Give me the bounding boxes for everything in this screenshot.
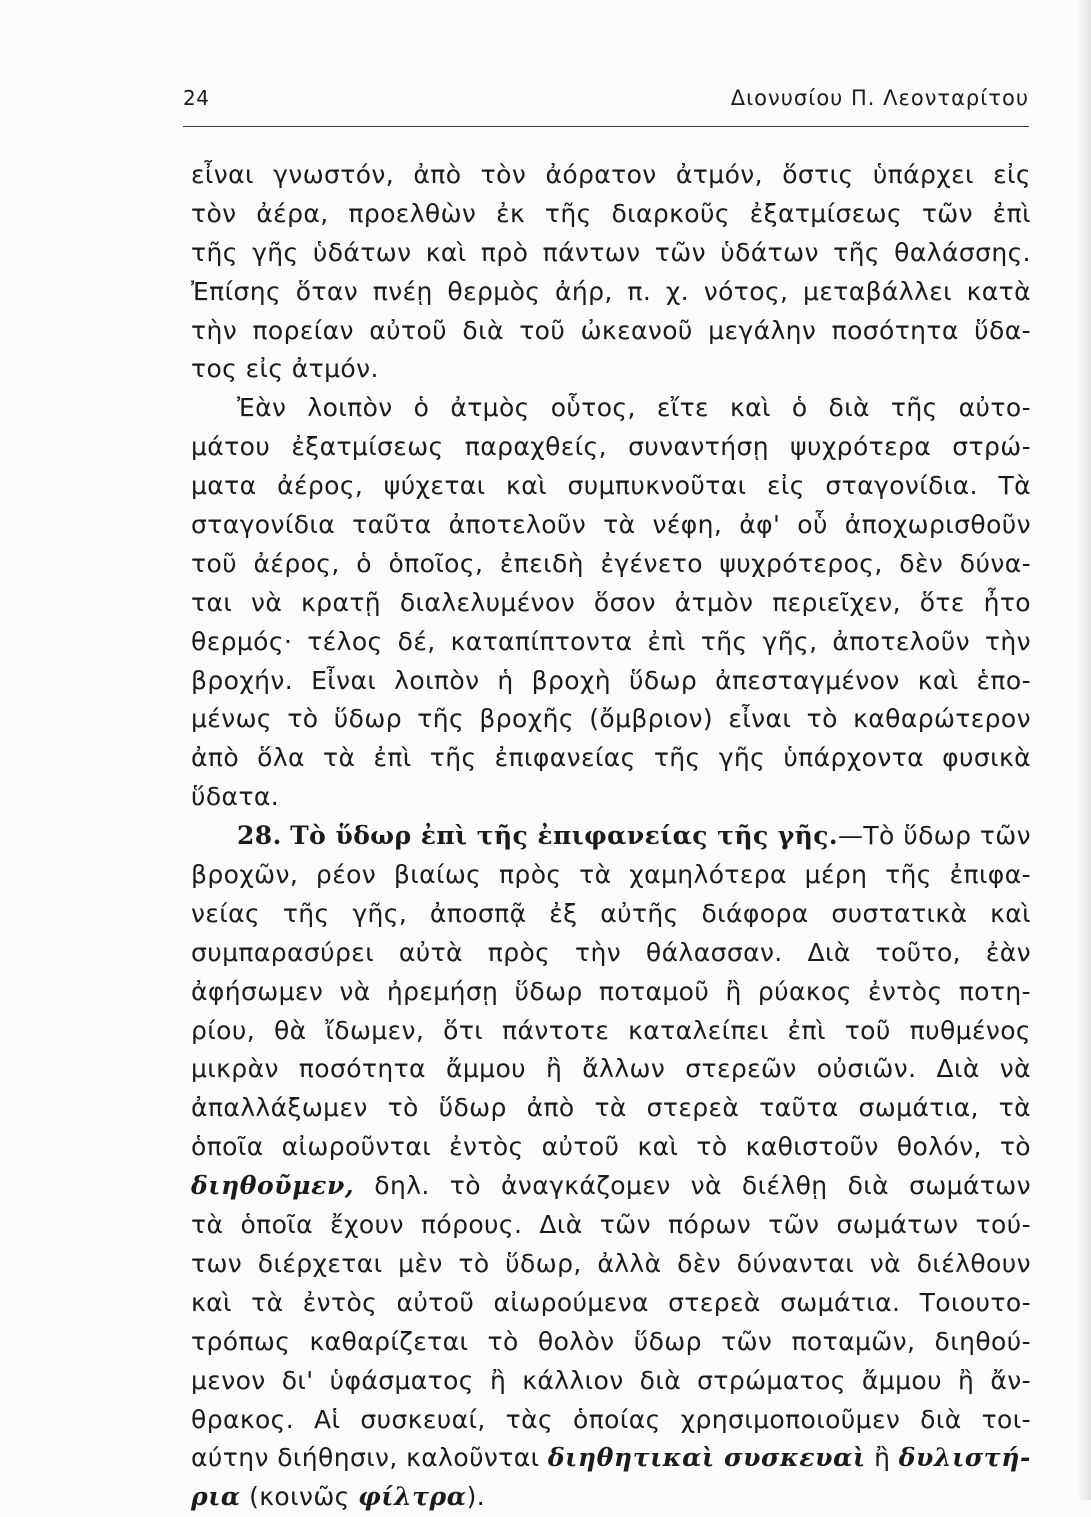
- section-first-line-text: —Τὸ ὕδωρ τῶν: [837, 821, 1031, 851]
- text-line-devices: [191, 1439, 1031, 1478]
- body-text: [191, 156, 1031, 1517]
- text-line: μάτου ἐξατμίσεως παραχθείς, συναντήσῃ ψυχρότερα στρώ-: [191, 432, 1031, 462]
- running-head: Διονυσίου Π. Λεονταρίτου: [730, 86, 1029, 110]
- line-text: ).: [466, 1482, 486, 1512]
- text-line: ἀπαλλάξωμεν τὸ ὕδωρ ἀπὸ τὰ στερεὰ ταῦτα σωμάτια, τὰ: [191, 1093, 1031, 1123]
- text-line: συμπαρασύρει αὐτὰ πρὸς τὴν θάλασσαν. Διὰ τοῦτο, ἐὰν: [191, 937, 1031, 967]
- term-filtering-devices: διηθητικαὶ συσκευαὶ: [547, 1443, 866, 1473]
- term-strainers: δυλιστή-: [898, 1443, 1031, 1473]
- text-line: νείας τῆς γῆς, ἀποσπᾷ ἐξ αὐτῆς διάφορα συστατικὰ καὶ: [191, 898, 1031, 928]
- text-line: τοῦ ἀέρος, ὁ ὁποῖος, ἐπειδὴ ἐγένετο ψυχρότερος, δὲν δύνα-: [191, 548, 1031, 578]
- page-number: 24: [183, 86, 210, 110]
- text-line-last: [191, 1478, 1031, 1517]
- text-line: ὁποῖα αἰωροῦνται ἐντὸς αὐτοῦ καὶ τὸ καθιστοῦν θολόν, τὸ: [191, 1132, 1031, 1162]
- text-line: των διέρχεται μὲν τὸ ὕδωρ, ἀλλὰ δὲν δύνανται νὰ διέλθουν: [191, 1248, 1031, 1278]
- text-line-diithoumen: [191, 1167, 1031, 1206]
- text-line: ὕδατα.: [191, 782, 280, 812]
- text-line: τος εἰς ἀτμόν.: [191, 354, 379, 384]
- section-heading-line: [191, 817, 1031, 856]
- section-number: 28.: [237, 821, 282, 851]
- text-line: τὰ ὁποῖα ἔχουν πόρους. Διὰ τῶν πόρων τῶν σωμάτων τού-: [191, 1210, 1031, 1240]
- header-rule: [183, 126, 1029, 127]
- text-line: βροχῶν, ρέον βιαίως πρὸς τὰ χαμηλότερα μέρη τῆς ἐπιφα-: [191, 860, 1031, 890]
- text-line: ται νὰ κρατῇ διαλελυμένον ὅσον ἀτμὸν περιεῖχεν, ὅτε ἦτο: [191, 587, 1031, 617]
- text-line: μικρὰν ποσότητα ἄμμου ἢ ἄλλων στερεῶν οὐσιῶν. Διὰ νὰ: [191, 1054, 1031, 1084]
- section-title: Τὸ ὕδωρ ἐπὶ τῆς ἐπιφανείας τῆς γῆς.: [290, 821, 838, 851]
- text-line: ρίου, θὰ ἴδωμεν, ὅτι πάντοτε καταλείπει ἐπὶ τοῦ πυθμένος: [191, 1015, 1031, 1045]
- term-strainers-end: ρια: [191, 1482, 241, 1512]
- text-line: μενον δι' ὑφάσματος ἢ κάλλιον διὰ στρώματος ἄμμου ἢ ἄν-: [191, 1365, 1031, 1395]
- line-text: ἢ: [865, 1443, 899, 1473]
- text-line: ματα ἀέρος, ψύχεται καὶ συμπυκνοῦται εἰς σταγονίδια. Τὰ: [191, 471, 1031, 501]
- page-header: [183, 86, 1029, 122]
- text-line: Ἐπίσης ὅταν πνέῃ θερμὸς ἀήρ, π. χ. νότος, μεταβάλλει κατὰ: [191, 276, 1031, 306]
- text-line: σταγονίδια ταῦτα ἀποτελοῦν τὰ νέφη, ἀφ' οὗ ἀποχωρισθοῦν: [191, 510, 1031, 540]
- text-line: ἀπὸ ὅλα τὰ ἐπὶ τῆς ἐπιφανείας τῆς γῆς ὑπάρχοντα φυσικὰ: [191, 743, 1031, 773]
- text-line: μένως τὸ ὕδωρ τῆς βροχῆς (ὄμβριον) εἶναι τὸ καθαρώτερον: [191, 704, 1031, 734]
- term-filters: φίλτρα: [358, 1482, 467, 1512]
- text-line: εἶναι γνωστόν, ἀπὸ τὸν ἀόρατον ἀτμόν, ὅστις ὑπάρχει εἰς: [191, 160, 1031, 189]
- line-text: δηλ. τὸ ἀναγκάζομεν νὰ διέλθῃ διὰ σωμάτων: [354, 1171, 1031, 1201]
- text-line: τὸν ἀέρα, προελθὼν ἐκ τῆς διαρκοῦς ἐξατμίσεως τῶν ἐπὶ: [191, 198, 1031, 228]
- text-line: θρακος. Αἱ συσκευαί, τὰς ὁποίας χρησιμοποιοῦμεν διὰ τοι-: [191, 1404, 1031, 1434]
- line-text: (κοινῶς: [240, 1482, 359, 1512]
- text-line: Ἐὰν λοιπὸν ὁ ἀτμὸς οὗτος, εἴτε καὶ ὁ διὰ τῆς αὐτο-: [237, 393, 1031, 423]
- text-line: θερμός· τέλος δέ, καταπίπτοντα ἐπὶ τῆς γῆς, ἀποτελοῦν τὴν: [191, 626, 1031, 656]
- page-edge-shadow: [1077, 0, 1091, 1500]
- text-line: καὶ τὰ ἐντὸς αὐτοῦ αἰωρούμενα στερεὰ σωμάτια. Τοιουτο-: [191, 1287, 1031, 1317]
- line-text: αύτην διήθησιν, καλοῦνται: [191, 1443, 548, 1473]
- text-line: βροχήν. Εἶναι λοιπὸν ἡ βροχὴ ὕδωρ ἀπεσταγμένον καὶ ἑπο-: [191, 665, 1031, 695]
- text-line: τρόπως καθαρίζεται τὸ θολὸν ὕδωρ τῶν ποταμῶν, διηθού-: [191, 1326, 1031, 1356]
- text-line: τὴν πορείαν αὐτοῦ διὰ τοῦ ὠκεανοῦ μεγάλην ποσότητα ὕδα-: [191, 315, 1031, 345]
- text-line: τῆς γῆς ὑδάτων καὶ πρὸ πάντων τῶν ὑδάτων τῆς θαλάσσης.: [191, 237, 1031, 267]
- term-diithoumen: διηθοῦμεν,: [191, 1171, 355, 1201]
- text-line: ἀφήσωμεν νὰ ἠρεμήσῃ ὕδωρ ποταμοῦ ἢ ρύακος ἐντὸς ποτη-: [191, 976, 1031, 1006]
